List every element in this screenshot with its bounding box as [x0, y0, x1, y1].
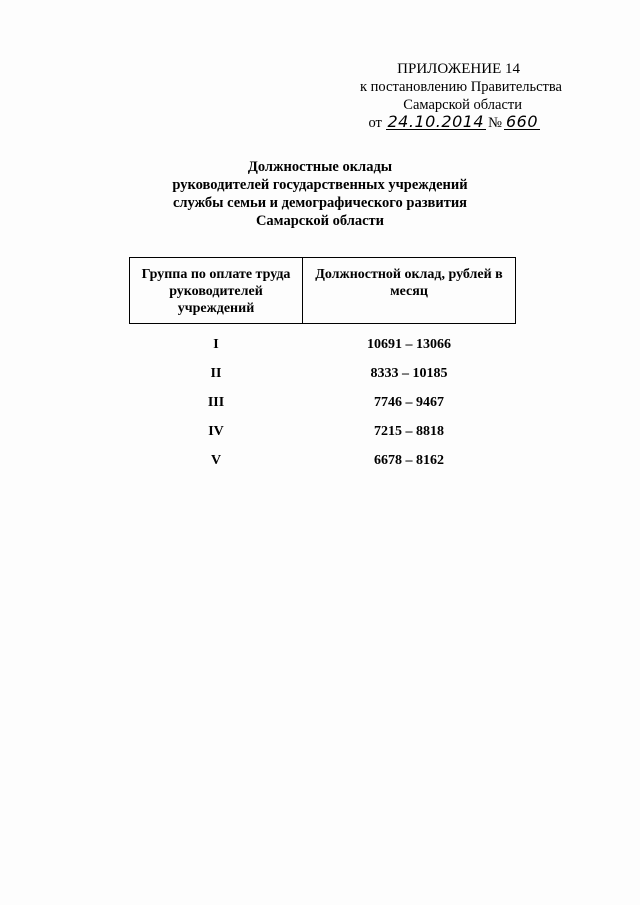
salary-cell: 10691 – 13066 — [367, 336, 451, 352]
group-cell: III — [207, 394, 225, 410]
table-row — [130, 359, 516, 388]
salary-cell: 6678 – 8162 — [374, 452, 444, 468]
heading-line-2: руководителей государственных учреждений — [172, 177, 468, 193]
annex-region-line: Самарской области — [403, 97, 522, 113]
table-row — [130, 417, 516, 446]
annex-title: ПРИЛОЖЕНИЕ 14 — [397, 61, 520, 77]
handwritten-number: 660 — [505, 112, 538, 131]
table-row — [130, 388, 516, 417]
annex-date-number-line — [322, 114, 562, 132]
annex-resolution-line: к постановлению Правительства — [360, 79, 562, 95]
group-cell: IV — [208, 423, 224, 439]
group-cell: II — [210, 365, 222, 381]
group-cell: I — [213, 336, 219, 352]
table-row — [130, 446, 516, 475]
salary-table — [129, 257, 516, 475]
group-cell: V — [210, 452, 222, 468]
table-row — [130, 324, 516, 360]
heading-line-3: службы семьи и демографического развития — [172, 195, 468, 211]
heading-line-4: Самарской области — [255, 213, 385, 229]
salary-cell: 8333 – 10185 — [370, 365, 448, 381]
salary-cell: 7215 – 8818 — [374, 423, 444, 439]
salary-cell: 7746 – 9467 — [374, 394, 444, 410]
heading-line-1: Должностные оклады — [247, 159, 393, 175]
number-sign: № — [488, 115, 502, 131]
document-heading — [120, 158, 520, 230]
from-label: от — [368, 115, 382, 131]
column-header-group: Группа по оплате труда руководителей учреждений — [130, 258, 303, 324]
column-header-salary: Должностной оклад, рублей в месяц — [303, 258, 516, 324]
annex-header — [322, 60, 562, 132]
table-header-row — [130, 258, 516, 324]
handwritten-date: 24.10.2014 — [387, 112, 485, 131]
